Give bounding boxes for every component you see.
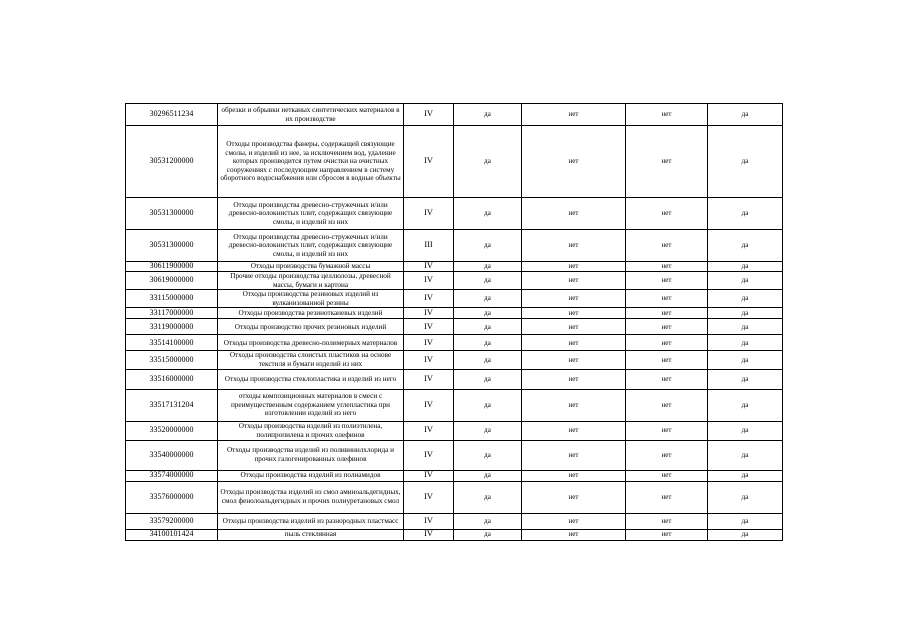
hazard-class-cell: IV xyxy=(404,470,454,481)
flag-cell-2: нет xyxy=(522,104,626,126)
table-row xyxy=(126,198,783,230)
waste-name-cell: отходы композиционных материалов в смеси с преимущественным содержанием углепластика при изготовлении изделий из него xyxy=(218,389,404,421)
flag-cell-2: нет xyxy=(522,126,626,198)
flag-cell-3: нет xyxy=(626,529,708,540)
waste-code-cell: 33540000000 xyxy=(126,440,218,470)
waste-name-cell: Отходы производства резиновых изделий из вулканизованной резины xyxy=(218,290,404,308)
flag-cell-4: да xyxy=(708,198,783,230)
flag-cell-4: да xyxy=(708,335,783,351)
flag-cell-1: да xyxy=(454,440,522,470)
waste-code-cell: 33115000000 xyxy=(126,290,218,308)
waste-name-cell: Отходы производства изделий из полиэтилена, полипропилена и прочих олефинов xyxy=(218,421,404,440)
table-row xyxy=(126,308,783,319)
flag-cell-4: да xyxy=(708,389,783,421)
hazard-class-cell: IV xyxy=(404,369,454,389)
flag-cell-3: нет xyxy=(626,481,708,513)
flag-cell-3: нет xyxy=(626,513,708,529)
flag-cell-1: да xyxy=(454,262,522,272)
flag-cell-1: да xyxy=(454,308,522,319)
flag-cell-3: нет xyxy=(626,421,708,440)
flag-cell-3: нет xyxy=(626,262,708,272)
waste-code-cell: 34100101424 xyxy=(126,529,218,540)
flag-cell-2: нет xyxy=(522,421,626,440)
flag-cell-2: нет xyxy=(522,351,626,369)
waste-name-cell: Отходы производства резинотканевых изделий xyxy=(218,308,404,319)
flag-cell-1: да xyxy=(454,272,522,290)
flag-cell-2: нет xyxy=(522,481,626,513)
flag-cell-2: нет xyxy=(522,335,626,351)
flag-cell-3: нет xyxy=(626,351,708,369)
flag-cell-1: да xyxy=(454,470,522,481)
waste-code-cell: 33520000000 xyxy=(126,421,218,440)
flag-cell-4: да xyxy=(708,351,783,369)
flag-cell-3: нет xyxy=(626,198,708,230)
table-row xyxy=(126,335,783,351)
flag-cell-1: да xyxy=(454,481,522,513)
flag-cell-4: да xyxy=(708,481,783,513)
table-row xyxy=(126,529,783,540)
hazard-class-cell: IV xyxy=(404,272,454,290)
flag-cell-3: нет xyxy=(626,470,708,481)
hazard-class-cell: IV xyxy=(404,421,454,440)
flag-cell-2: нет xyxy=(522,513,626,529)
table-row xyxy=(126,351,783,369)
hazard-class-cell: IV xyxy=(404,389,454,421)
flag-cell-1: да xyxy=(454,369,522,389)
table-row xyxy=(126,369,783,389)
table-row xyxy=(126,513,783,529)
flag-cell-4: да xyxy=(708,262,783,272)
hazard-class-cell: IV xyxy=(404,198,454,230)
flag-cell-4: да xyxy=(708,319,783,335)
flag-cell-2: нет xyxy=(522,529,626,540)
flag-cell-4: да xyxy=(708,272,783,290)
flag-cell-2: нет xyxy=(522,470,626,481)
table-row xyxy=(126,440,783,470)
table-row xyxy=(126,104,783,126)
flag-cell-1: да xyxy=(454,421,522,440)
waste-code-cell: 33579200000 xyxy=(126,513,218,529)
flag-cell-1: да xyxy=(454,319,522,335)
waste-name-cell: Отходы производства слоистых пластиков на основе текстиля и бумаги изделий из них xyxy=(218,351,404,369)
flag-cell-2: нет xyxy=(522,230,626,262)
waste-code-cell: 33514100000 xyxy=(126,335,218,351)
waste-name-cell: Отходы производства бумажной массы xyxy=(218,262,404,272)
hazard-class-cell: IV xyxy=(404,104,454,126)
waste-code-cell: 30296511234 xyxy=(126,104,218,126)
flag-cell-4: да xyxy=(708,440,783,470)
flag-cell-3: нет xyxy=(626,335,708,351)
waste-name-cell: Отходы производства изделий из разнородных пластмасс xyxy=(218,513,404,529)
waste-code-cell: 33516000000 xyxy=(126,369,218,389)
waste-name-cell: обрезки и обрывки нетканых синтетических материалов в их производстве xyxy=(218,104,404,126)
flag-cell-4: да xyxy=(708,369,783,389)
waste-code-cell: 30531300000 xyxy=(126,230,218,262)
flag-cell-3: нет xyxy=(626,104,708,126)
flag-cell-4: да xyxy=(708,290,783,308)
flag-cell-2: нет xyxy=(522,389,626,421)
waste-name-cell: Отходы производства стеклопластика и изделий из него xyxy=(218,369,404,389)
waste-code-cell: 30531300000 xyxy=(126,198,218,230)
flag-cell-2: нет xyxy=(522,262,626,272)
table-row xyxy=(126,290,783,308)
waste-name-cell: Отходы производства изделий из поливинилхлорида и прочих галогенированных олефинов xyxy=(218,440,404,470)
table-row xyxy=(126,470,783,481)
waste-name-cell: Отходы производства фанеры, содержащей связующие смолы, и изделий из нее, за исключением вод, удаление которых производится путем очистки на очистных сооружениях с последующим направлением в систему оборотного водоснабжения или сбросом в водные объекты xyxy=(218,126,404,198)
waste-name-cell: Отходы производства древесно-стружечных и/или древесно-волокнистых плит, содержащих связующие смолы, и изделий из них xyxy=(218,198,404,230)
flag-cell-3: нет xyxy=(626,272,708,290)
table-body xyxy=(126,104,783,541)
waste-name-cell: пыль стеклянная xyxy=(218,529,404,540)
flag-cell-2: нет xyxy=(522,319,626,335)
flag-cell-1: да xyxy=(454,290,522,308)
hazard-class-cell: IV xyxy=(404,308,454,319)
waste-code-cell: 30531200000 xyxy=(126,126,218,198)
hazard-class-cell: III xyxy=(404,230,454,262)
flag-cell-3: нет xyxy=(626,440,708,470)
table-row xyxy=(126,481,783,513)
waste-name-cell: Отходы производство прочих резиновых изделий xyxy=(218,319,404,335)
flag-cell-3: нет xyxy=(626,319,708,335)
hazard-class-cell: IV xyxy=(404,513,454,529)
waste-code-cell: 30619000000 xyxy=(126,272,218,290)
flag-cell-1: да xyxy=(454,104,522,126)
flag-cell-2: нет xyxy=(522,198,626,230)
flag-cell-3: нет xyxy=(626,126,708,198)
flag-cell-4: да xyxy=(708,470,783,481)
flag-cell-3: нет xyxy=(626,290,708,308)
flag-cell-1: да xyxy=(454,513,522,529)
flag-cell-1: да xyxy=(454,230,522,262)
flag-cell-1: да xyxy=(454,529,522,540)
hazard-class-cell: IV xyxy=(404,529,454,540)
table-row xyxy=(126,126,783,198)
flag-cell-1: да xyxy=(454,389,522,421)
waste-code-cell: 33517131204 xyxy=(126,389,218,421)
hazard-class-cell: IV xyxy=(404,335,454,351)
flag-cell-4: да xyxy=(708,421,783,440)
hazard-class-cell: IV xyxy=(404,351,454,369)
hazard-class-cell: IV xyxy=(404,126,454,198)
waste-code-cell: 33576000000 xyxy=(126,481,218,513)
flag-cell-4: да xyxy=(708,104,783,126)
waste-code-cell: 33515000000 xyxy=(126,351,218,369)
hazard-class-cell: IV xyxy=(404,319,454,335)
waste-code-cell: 33117000000 xyxy=(126,308,218,319)
flag-cell-1: да xyxy=(454,126,522,198)
waste-name-cell: Отходы производства древесно-стружечных и/или древесно-волокнистых плит, содержащих связующие смолы, и изделий из них xyxy=(218,230,404,262)
flag-cell-1: да xyxy=(454,351,522,369)
table-row xyxy=(126,319,783,335)
flag-cell-2: нет xyxy=(522,308,626,319)
hazard-class-cell: IV xyxy=(404,481,454,513)
waste-code-cell: 33574000000 xyxy=(126,470,218,481)
flag-cell-3: нет xyxy=(626,389,708,421)
flag-cell-4: да xyxy=(708,126,783,198)
table-row xyxy=(126,230,783,262)
waste-name-cell: Отходы производства древесно-полимерных материалов xyxy=(218,335,404,351)
flag-cell-4: да xyxy=(708,308,783,319)
flag-cell-1: да xyxy=(454,198,522,230)
table-row xyxy=(126,389,783,421)
waste-classification-table xyxy=(125,103,783,541)
hazard-class-cell: IV xyxy=(404,262,454,272)
flag-cell-2: нет xyxy=(522,290,626,308)
flag-cell-4: да xyxy=(708,529,783,540)
table-row xyxy=(126,272,783,290)
flag-cell-2: нет xyxy=(522,369,626,389)
hazard-class-cell: IV xyxy=(404,290,454,308)
flag-cell-3: нет xyxy=(626,308,708,319)
flag-cell-3: нет xyxy=(626,369,708,389)
table-row xyxy=(126,421,783,440)
flag-cell-2: нет xyxy=(522,272,626,290)
hazard-class-cell: IV xyxy=(404,440,454,470)
waste-name-cell: Прочие отходы производства целлюлозы, древесной массы, бумаги и картона xyxy=(218,272,404,290)
waste-name-cell: Отходы производства изделий из полиамидов xyxy=(218,470,404,481)
table-row xyxy=(126,262,783,272)
waste-code-cell: 30611900000 xyxy=(126,262,218,272)
waste-code-cell: 33119000000 xyxy=(126,319,218,335)
flag-cell-4: да xyxy=(708,513,783,529)
flag-cell-1: да xyxy=(454,335,522,351)
flag-cell-3: нет xyxy=(626,230,708,262)
flag-cell-4: да xyxy=(708,230,783,262)
waste-name-cell: Отходы производства изделий из смол аминоальдегидных, смол фенолоальдегидных и прочих полиуретановых смол xyxy=(218,481,404,513)
flag-cell-2: нет xyxy=(522,440,626,470)
